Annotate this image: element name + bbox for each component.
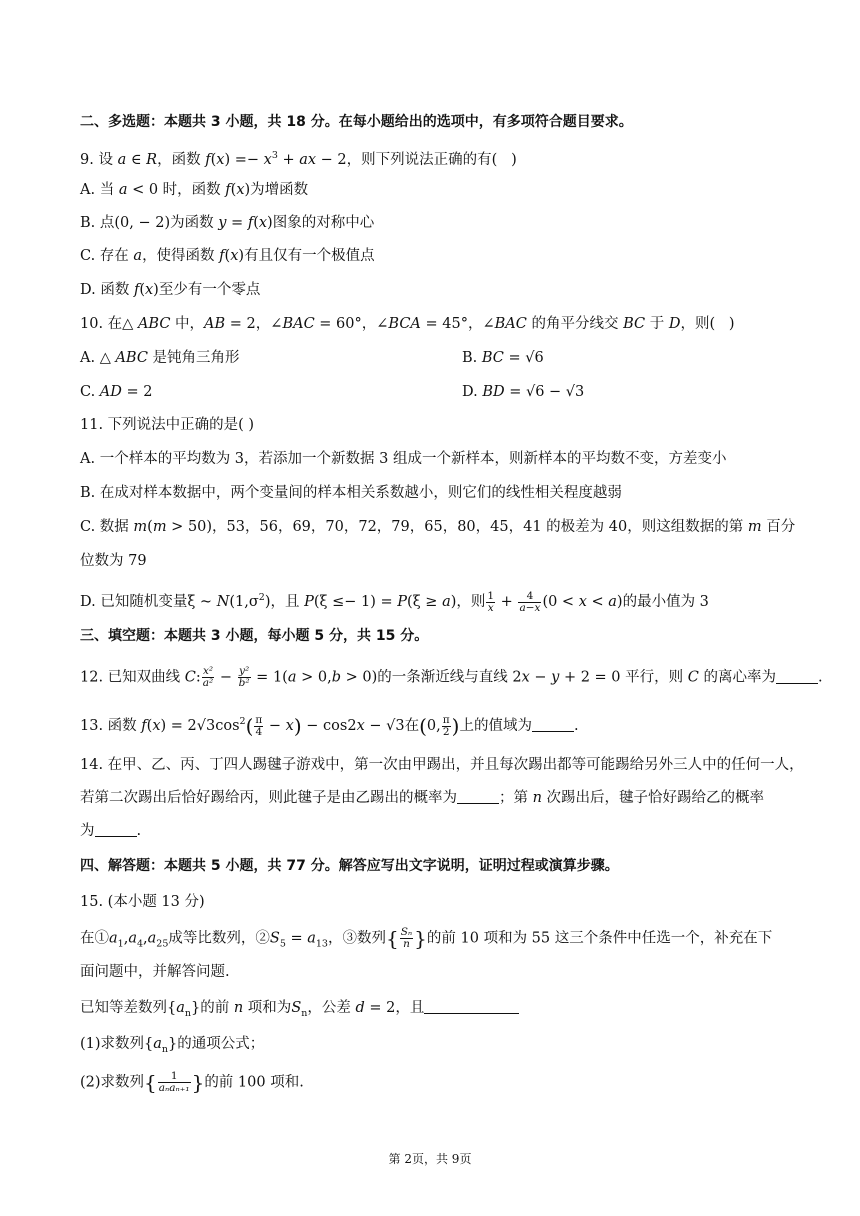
question-12: 12. 已知双曲线 C: $\frac{\text{x²}}{\text{a²}}$ − $\frac{\text{y²}}{\text{b²}}$ = 1(a > 0,b > 0)的一条渐近线与直线 2x − y + 2 = 0 平行，则 C 的离心率为 .	[80, 665, 823, 689]
question-9-stem	[80, 146, 790, 170]
q12-answer-blank	[776, 669, 818, 684]
question-13: 13. 函数 $f(x) = 2√3\cos^2$( $\frac{\pi}{4}$ − x) − cos2x − √3在(0, $\frac{\pi}{2}$ )上的值域为 .	[80, 713, 579, 738]
q11-option-d: D. 已知随机变量ξ ~ $N(1,\sigma^2)$，且 P(ξ ≤− 1) = P(ξ ≥ a)，则 $\frac{1}{x}$ + $\frac{4}{a-x}$ (0 < x < a)的最小值为 3	[80, 589, 709, 614]
q9-option-b: B. 点(0, − 2)为函数 y = f(x)图象的对称中心	[80, 215, 375, 231]
question-15-line2: 面问题中，并解答问题.	[80, 964, 230, 980]
q10-options-row1	[80, 348, 790, 368]
question-14-line3: 为 .	[80, 823, 142, 839]
q13-answer-blank	[532, 717, 574, 732]
q10-option-c: C. AD = 2	[80, 384, 153, 400]
section-multiple-choice-header: 二、多选题：本题共 3 小题，共 18 分。在每小题给出的选项中，有多项符合题目要求。	[80, 114, 633, 130]
question-11-stem: 11. 下列说法中正确的是( )	[80, 417, 255, 433]
q10-option-d: D. BD = √6 − √3	[462, 384, 585, 400]
q10-options-row2	[80, 382, 790, 402]
q15-condition-blank	[424, 999, 519, 1014]
q11-option-b: B. 在成对样本数据中，两个变量间的样本相关系数越小，则它们的线性相关程度越弱	[80, 485, 622, 501]
q9-text: 9. 设 a ∈ R，函数 $f(x) =- x^3$ + ax − 2，则下列说法正确的有( )	[80, 150, 517, 168]
question-15-part1: (1)求数列$\{a_n\}$的通项公式；	[80, 1036, 265, 1055]
q9-option-d: D. 函数 f(x)至少有一个零点	[80, 282, 261, 298]
question-15-line3: 已知等差数列$\{a_n\}$的前 n 项和为$S_n$，公差 d = 2，且	[80, 998, 790, 1024]
q10-option-b: B. BC = √6	[462, 350, 544, 366]
question-15-part2: (2)求数列{ $\frac{1}{\text{aₙaₙ₊₁}}$ }的前 100 项和.	[80, 1070, 304, 1095]
question-14-line1: 14. 在甲、乙、丙、丁四人踢毽子游戏中，第一次由甲踢出，并且每次踢出都等可能踢给另外三人中的任何一人，	[80, 757, 804, 773]
q14-answer-blank-2	[95, 822, 137, 837]
q9-option-a: A. 当 a < 0 时，函数 f(x)为增函数	[80, 182, 309, 198]
q11-option-c-cont: 位数为 79	[80, 553, 147, 569]
question-15-line1: 在$①a_1,a_4,a_{25}$成等比数列，$②S_5 = a_{13}$，③数列{ $\frac{\text{Sₙ}}{n}$ }的前 10 项和为 55 这三个条件中任选一个，补充在下	[80, 926, 773, 951]
q14-answer-blank-1	[457, 789, 499, 804]
question-15-head: 15. (本小题 13 分)	[80, 894, 205, 910]
q9-option-c: C. 存在 a，使得函数 f(x)有且仅有一个极值点	[80, 248, 375, 264]
q11-option-c: C. 数据 m(m > 50)，53，56，69，70，72，79，65，80，45，41 的极差为 40，则这组数据的第 m 百分	[80, 519, 796, 535]
question-14-line2: 若第二次踢出后恰好踢给丙，则此毽子是由乙踢出的概率为 ；第 n 次踢出后，毽子恰好踢给乙的概率	[80, 790, 765, 806]
section-answer-header: 四、解答题：本题共 5 小题，共 77 分。解答应写出文字说明，证明过程或演算步骤。	[80, 858, 619, 874]
section-fill-in-header: 三、填空题：本题共 3 小题，每小题 5 分，共 15 分。	[80, 628, 429, 644]
q10-option-a: A. △ ABC 是钝角三角形	[80, 350, 240, 366]
page-footer: 第 2页，共 9页	[388, 1152, 472, 1166]
q11-option-a: A. 一个样本的平均数为 3，若添加一个新数据 3 组成一个新样本，则新样本的平均数不变，方差变小	[80, 451, 727, 467]
question-10-stem: 10. 在△ ABC 中，AB = 2，∠BAC = 60°，∠BCA = 45°，∠BAC 的角平分线交 BC 于 D，则( )	[80, 316, 735, 332]
